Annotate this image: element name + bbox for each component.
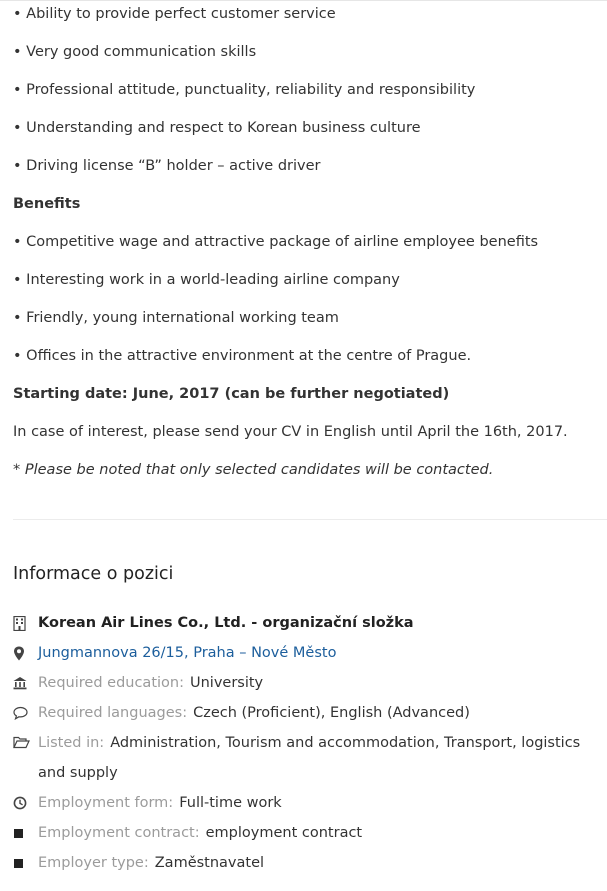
- contract-label: Employment contract:: [38, 825, 200, 841]
- requirement-item: • Very good communication skills: [13, 44, 257, 60]
- employer-label: Employer type:: [38, 855, 149, 871]
- employer-row: [13, 848, 603, 878]
- employer-value: Zaměstnavatel: [154, 855, 265, 871]
- languages-value: Czech (Proficient), English (Advanced): [193, 705, 470, 721]
- contract-value: employment contract: [205, 825, 363, 841]
- address-link[interactable]: Jungmannova 26/15, Praha – Nové Město: [38, 645, 337, 661]
- form-row: [13, 788, 603, 818]
- requirement-item: • Ability to provide perfect customer service: [13, 6, 336, 22]
- listed-label: Listed in:: [38, 735, 105, 751]
- languages-label: Required languages:: [38, 705, 188, 721]
- education-info: [38, 668, 603, 698]
- starting-date: Starting date: June, 2017 (can be further negotiated): [13, 386, 450, 402]
- contract-info: [38, 818, 603, 848]
- form-info: [38, 788, 603, 818]
- benefit-item: • Offices in the attractive environment at the centre of Prague.: [13, 348, 472, 364]
- square-icon: [13, 818, 38, 848]
- speech-bubble-icon: [13, 698, 38, 728]
- interest-text: In case of interest, please send your CV in English until April the 16th, 2017.: [13, 424, 568, 440]
- employer-info: [38, 848, 603, 878]
- listed-info: [38, 728, 603, 788]
- position-info-list: [13, 608, 603, 878]
- requirement-item: • Professional attitude, punctuality, reliability and responsibility: [13, 82, 476, 98]
- map-marker-icon: [13, 638, 38, 668]
- job-description: [13, 0, 603, 878]
- requirement-item: • Driving license “B” holder – active driver: [13, 158, 321, 174]
- listed-value[interactable]: Administration, Tourism and accommodation, Transport, logistics and supply: [38, 735, 581, 781]
- form-label: Employment form:: [38, 795, 174, 811]
- institution-icon: [13, 668, 38, 698]
- section-title: Informace o pozici: [13, 564, 174, 584]
- address-row: [13, 638, 603, 668]
- company-row: [13, 608, 603, 638]
- form-value: Full-time work: [179, 795, 282, 811]
- section-divider: [13, 519, 607, 520]
- folder-open-icon: [13, 728, 38, 758]
- note-text: * Please be noted that only selected candidates will be contacted.: [13, 462, 494, 478]
- languages-info: [38, 698, 603, 728]
- building-icon: [13, 608, 38, 638]
- listed-row: [13, 728, 603, 788]
- contract-row: [13, 818, 603, 848]
- education-label: Required education:: [38, 675, 184, 691]
- benefit-item: • Interesting work in a world-leading airline company: [13, 272, 400, 288]
- education-row: [13, 668, 603, 698]
- benefit-item: • Friendly, young international working team: [13, 310, 339, 326]
- benefits-heading: Benefits: [13, 196, 81, 212]
- languages-row: [13, 698, 603, 728]
- education-value: University: [189, 675, 264, 691]
- requirement-item: • Understanding and respect to Korean business culture: [13, 120, 421, 136]
- company-name[interactable]: Korean Air Lines Co., Ltd. - organizační složka: [38, 615, 414, 631]
- square-icon: [13, 848, 38, 878]
- clock-icon: [13, 788, 38, 818]
- benefit-item: • Competitive wage and attractive package of airline employee benefits: [13, 234, 539, 250]
